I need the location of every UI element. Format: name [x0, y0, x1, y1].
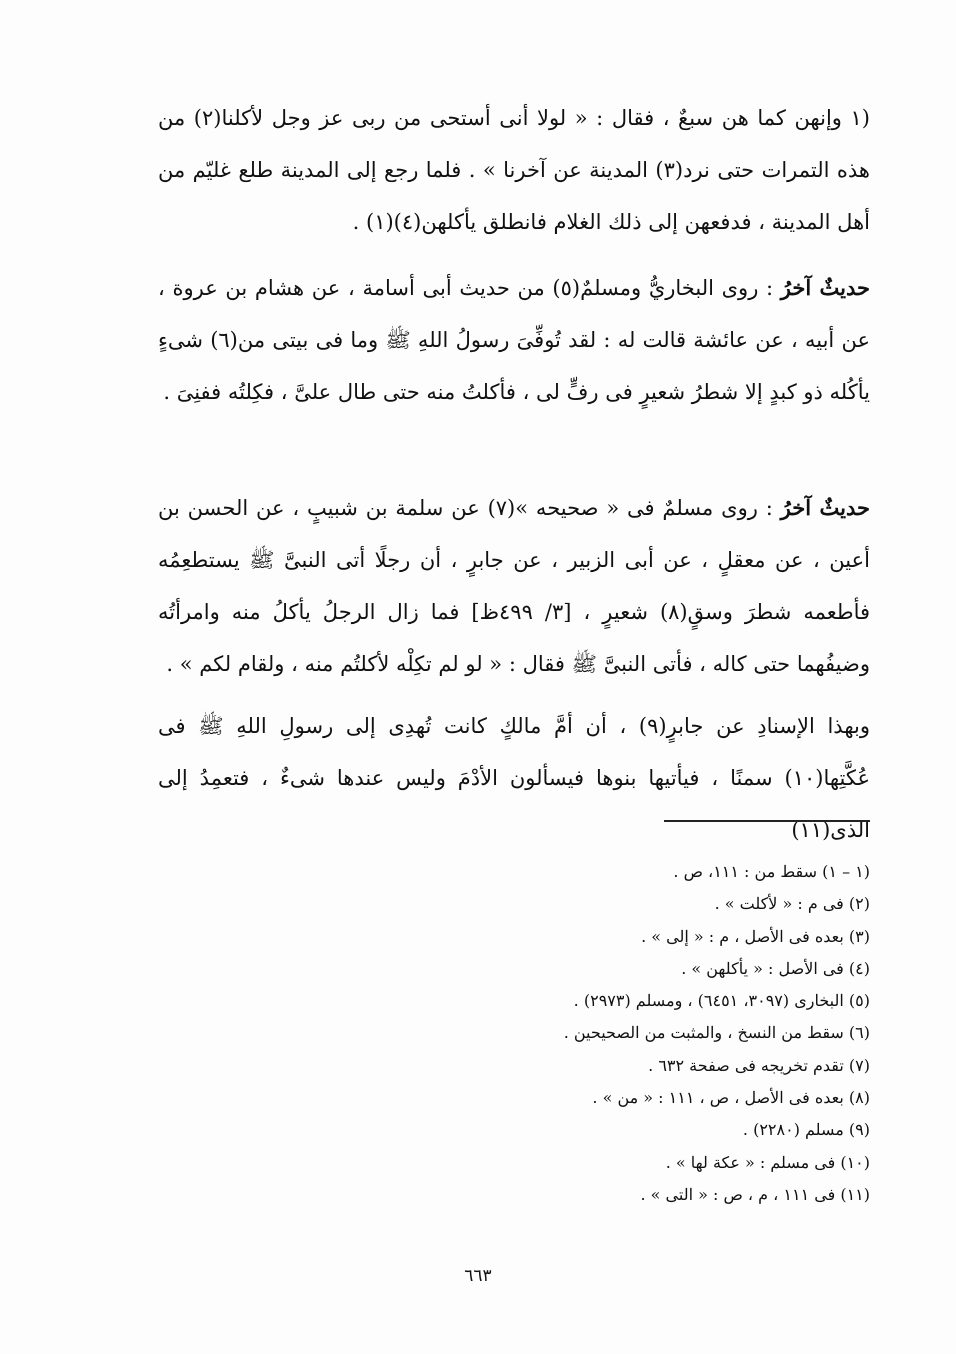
paragraph-2-body	[158, 262, 870, 418]
paragraph-1-text: (١ وإنهن كما هن سبعٌ ، فقال : « لولا أنى أستحى من ربى عز وجل لأكلنا(٢) من هذه التمرات حتى نرد(٣) المدينة عن آخرنا » . فلما رجع إلى المدينة طلع غليّم من أهل المدينة ، فدفعهن إلى ذلك الغلام فانطلق يأكلهن(٤)(١) .	[158, 106, 870, 234]
page-number: ٦٦٣	[464, 1266, 492, 1286]
footnote-1: (١ – ١) سقط من : ١١١، ص .	[673, 862, 870, 881]
footnote-7: (٧) تقدم تخريجه فى صفحة ٦٣٢ .	[648, 1055, 870, 1075]
footnote-5: (٥) البخارى (٣٠٩٧، ٦٤٥١) ، ومسلم (٢٩٧٣) .	[573, 991, 870, 1011]
footnote-8: (٨) بعده فى الأصل ، ص ، ١١١ : « من » .	[592, 1088, 870, 1108]
footnote-4: (٤) فى الأصل : « يأكلهن » .	[681, 958, 870, 978]
footnote-11: (١١) فى ١١١ ، م ، ص : « التى » .	[640, 1184, 870, 1204]
paragraph-2-text: : روى البخاريُّ ومسلمٌ(٥) من حديث أبى أسامة ، عن هشام بن عروة ، عن أبيه ، عن عائشة قالت له : لقد تُوفِّىَ رسولُ اللهِ ﷺ وما فى بيتى من(٦) شىءٍ يأكُله ذو كبدٍ إلا شطرُ شعيرٍ فى رفٍّ لى ، فأكلتُ منه حتى طال علىَّ ، فكِلتُه ففنِىَ .	[158, 276, 870, 404]
footnote-2: (٢) فى م : « لأكلت » .	[714, 894, 870, 914]
paragraph-4-text: وبهذا الإسنادِ عن جابرٍ(٩) ، أن أمَّ مالكٍ كانت تُهدِى إلى رسولِ اللهِ ﷺ فى عُكَّتِها(١٠) سمنًا ، فيأتيها بنوها فيسألون الأدْمَ وليس عندها شىءٌ ، فتعمِدُ إلى الذى(١١)	[158, 714, 870, 842]
footnote-9: (٩) مسلم (٢٢٨٠) .	[742, 1120, 870, 1140]
footnote-10: (١٠) فى مسلم : « عكة لها » .	[665, 1152, 870, 1172]
paragraph-3-text: : روى مسلمٌ فى « صحيحه »(٧) عن سلمة بن شبيبٍ ، عن الحسن بن أعين ، عن معقلٍ ، عن أبى الزبير ، عن جابرٍ ، أن رجلًا أتى النبىَّ ﷺ يستطعِمُه فأطعمه شطرَ وسقٍ(٨) شعيرٍ ، [٣/ ٤٩٩ظ] فما زال الرجلُ يأكلُ منه وامرأتُه وضيفُهما حتى كاله ، فأتى النبىَّ ﷺ فقال : « لو لم تكِلْه لأكلتُم منه ، ولقام لكم » .	[158, 496, 871, 676]
footnote-divider	[664, 820, 870, 822]
footnote-3: (٣) بعده فى الأصل ، م : « إلى » .	[641, 926, 870, 946]
paragraph-3-lead: حديثٌ آخرُ	[780, 495, 870, 520]
paragraph-2-lead: حديثٌ آخرُ	[780, 275, 870, 300]
footnote-6: (٦) سقط من النسخ ، والمثبت من الصحيحين .	[563, 1023, 870, 1043]
footnotes-list	[158, 856, 870, 1211]
paragraph-3	[158, 482, 870, 690]
paragraph-3-body	[158, 482, 870, 690]
paragraph-2	[158, 262, 870, 418]
paragraph-4	[158, 700, 870, 856]
paragraph-1	[158, 92, 870, 248]
